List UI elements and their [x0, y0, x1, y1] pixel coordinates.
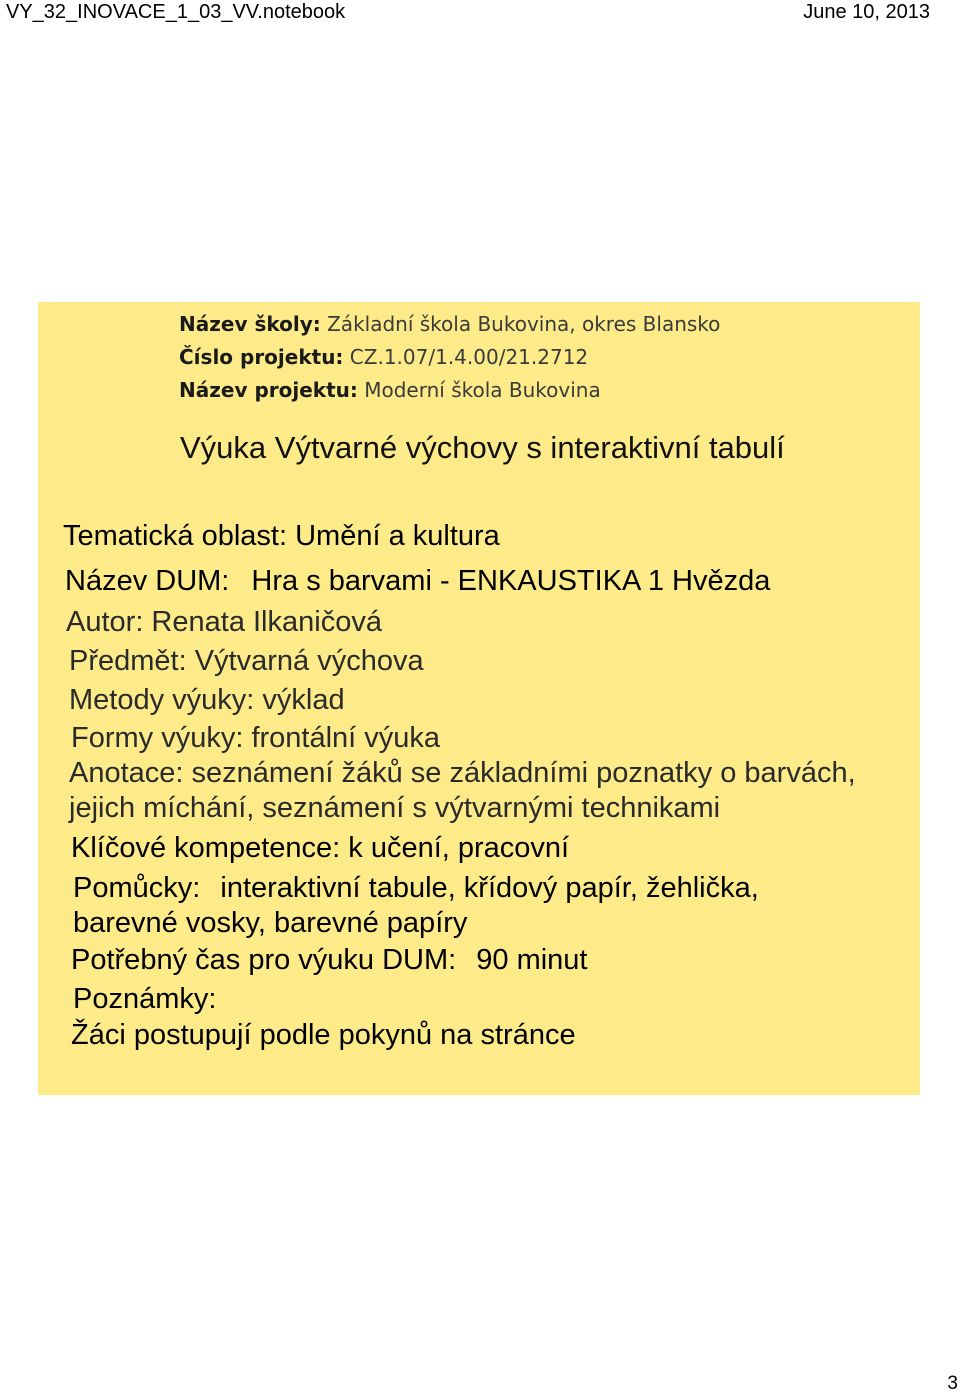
teaching-forms: Formy výuky: frontální výuka [71, 722, 441, 754]
school-name-line [179, 312, 720, 336]
subject: Předmět: Výtvarná výchova [69, 645, 424, 677]
teaching-methods: Metody výuky: výklad [69, 684, 345, 716]
project-number-line [179, 345, 588, 369]
slide-panel [38, 302, 920, 1095]
thematic-area: Tematická oblast: Umění a kultura [63, 520, 500, 552]
required-time-label: Potřebný čas pro výuku DUM: [71, 944, 457, 976]
aids-label: Pomůcky: [73, 872, 201, 904]
dum-name-line [65, 564, 770, 598]
aids-line [73, 871, 759, 905]
school-name-value: Základní škola Bukovina, okres Blansko [320, 312, 721, 336]
notebook-filename: VY_32_INOVACE_1_03_VV.notebook [6, 1, 346, 23]
project-name-value: Moderní škola Bukovina [357, 378, 601, 402]
slide-title: Výuka Výtvarné výchovy s interaktivní tabulí [180, 430, 785, 465]
annotation-line-1: Anotace: seznámení žáků se základními poznatky o barvách, [69, 757, 856, 789]
aids-line-2: barevné vosky, barevné papíry [73, 907, 468, 939]
document-date: June 10, 2013 [803, 1, 930, 23]
project-name-label: Název projektu: [179, 378, 358, 402]
school-name-label: Název školy: [179, 312, 321, 336]
dum-name-label: Název DUM: [65, 565, 230, 597]
project-number-label: Číslo projektu: [179, 345, 344, 369]
required-time-line [71, 943, 588, 977]
aids-value: interaktivní tabule, křídový papír, žehlička, [220, 872, 759, 904]
page-number: 3 [947, 1373, 958, 1394]
project-number-value: CZ.1.07/1.4.00/21.2712 [343, 345, 589, 369]
notes-label: Poznámky: [73, 983, 217, 1015]
notes-text: Žáci postupují podle pokynů na stránce [71, 1019, 576, 1051]
project-name-line [179, 378, 601, 402]
key-competences: Klíčové kompetence: k učení, pracovní [71, 832, 570, 864]
dum-name-value: Hra s barvami - ENKAUSTIKA 1 Hvězda [251, 565, 771, 597]
author: Autor: Renata Ilkaničová [66, 606, 382, 638]
required-time-value: 90 minut [476, 944, 588, 976]
annotation-line-2: jejich míchání, seznámení s výtvarnými technikami [69, 792, 721, 824]
